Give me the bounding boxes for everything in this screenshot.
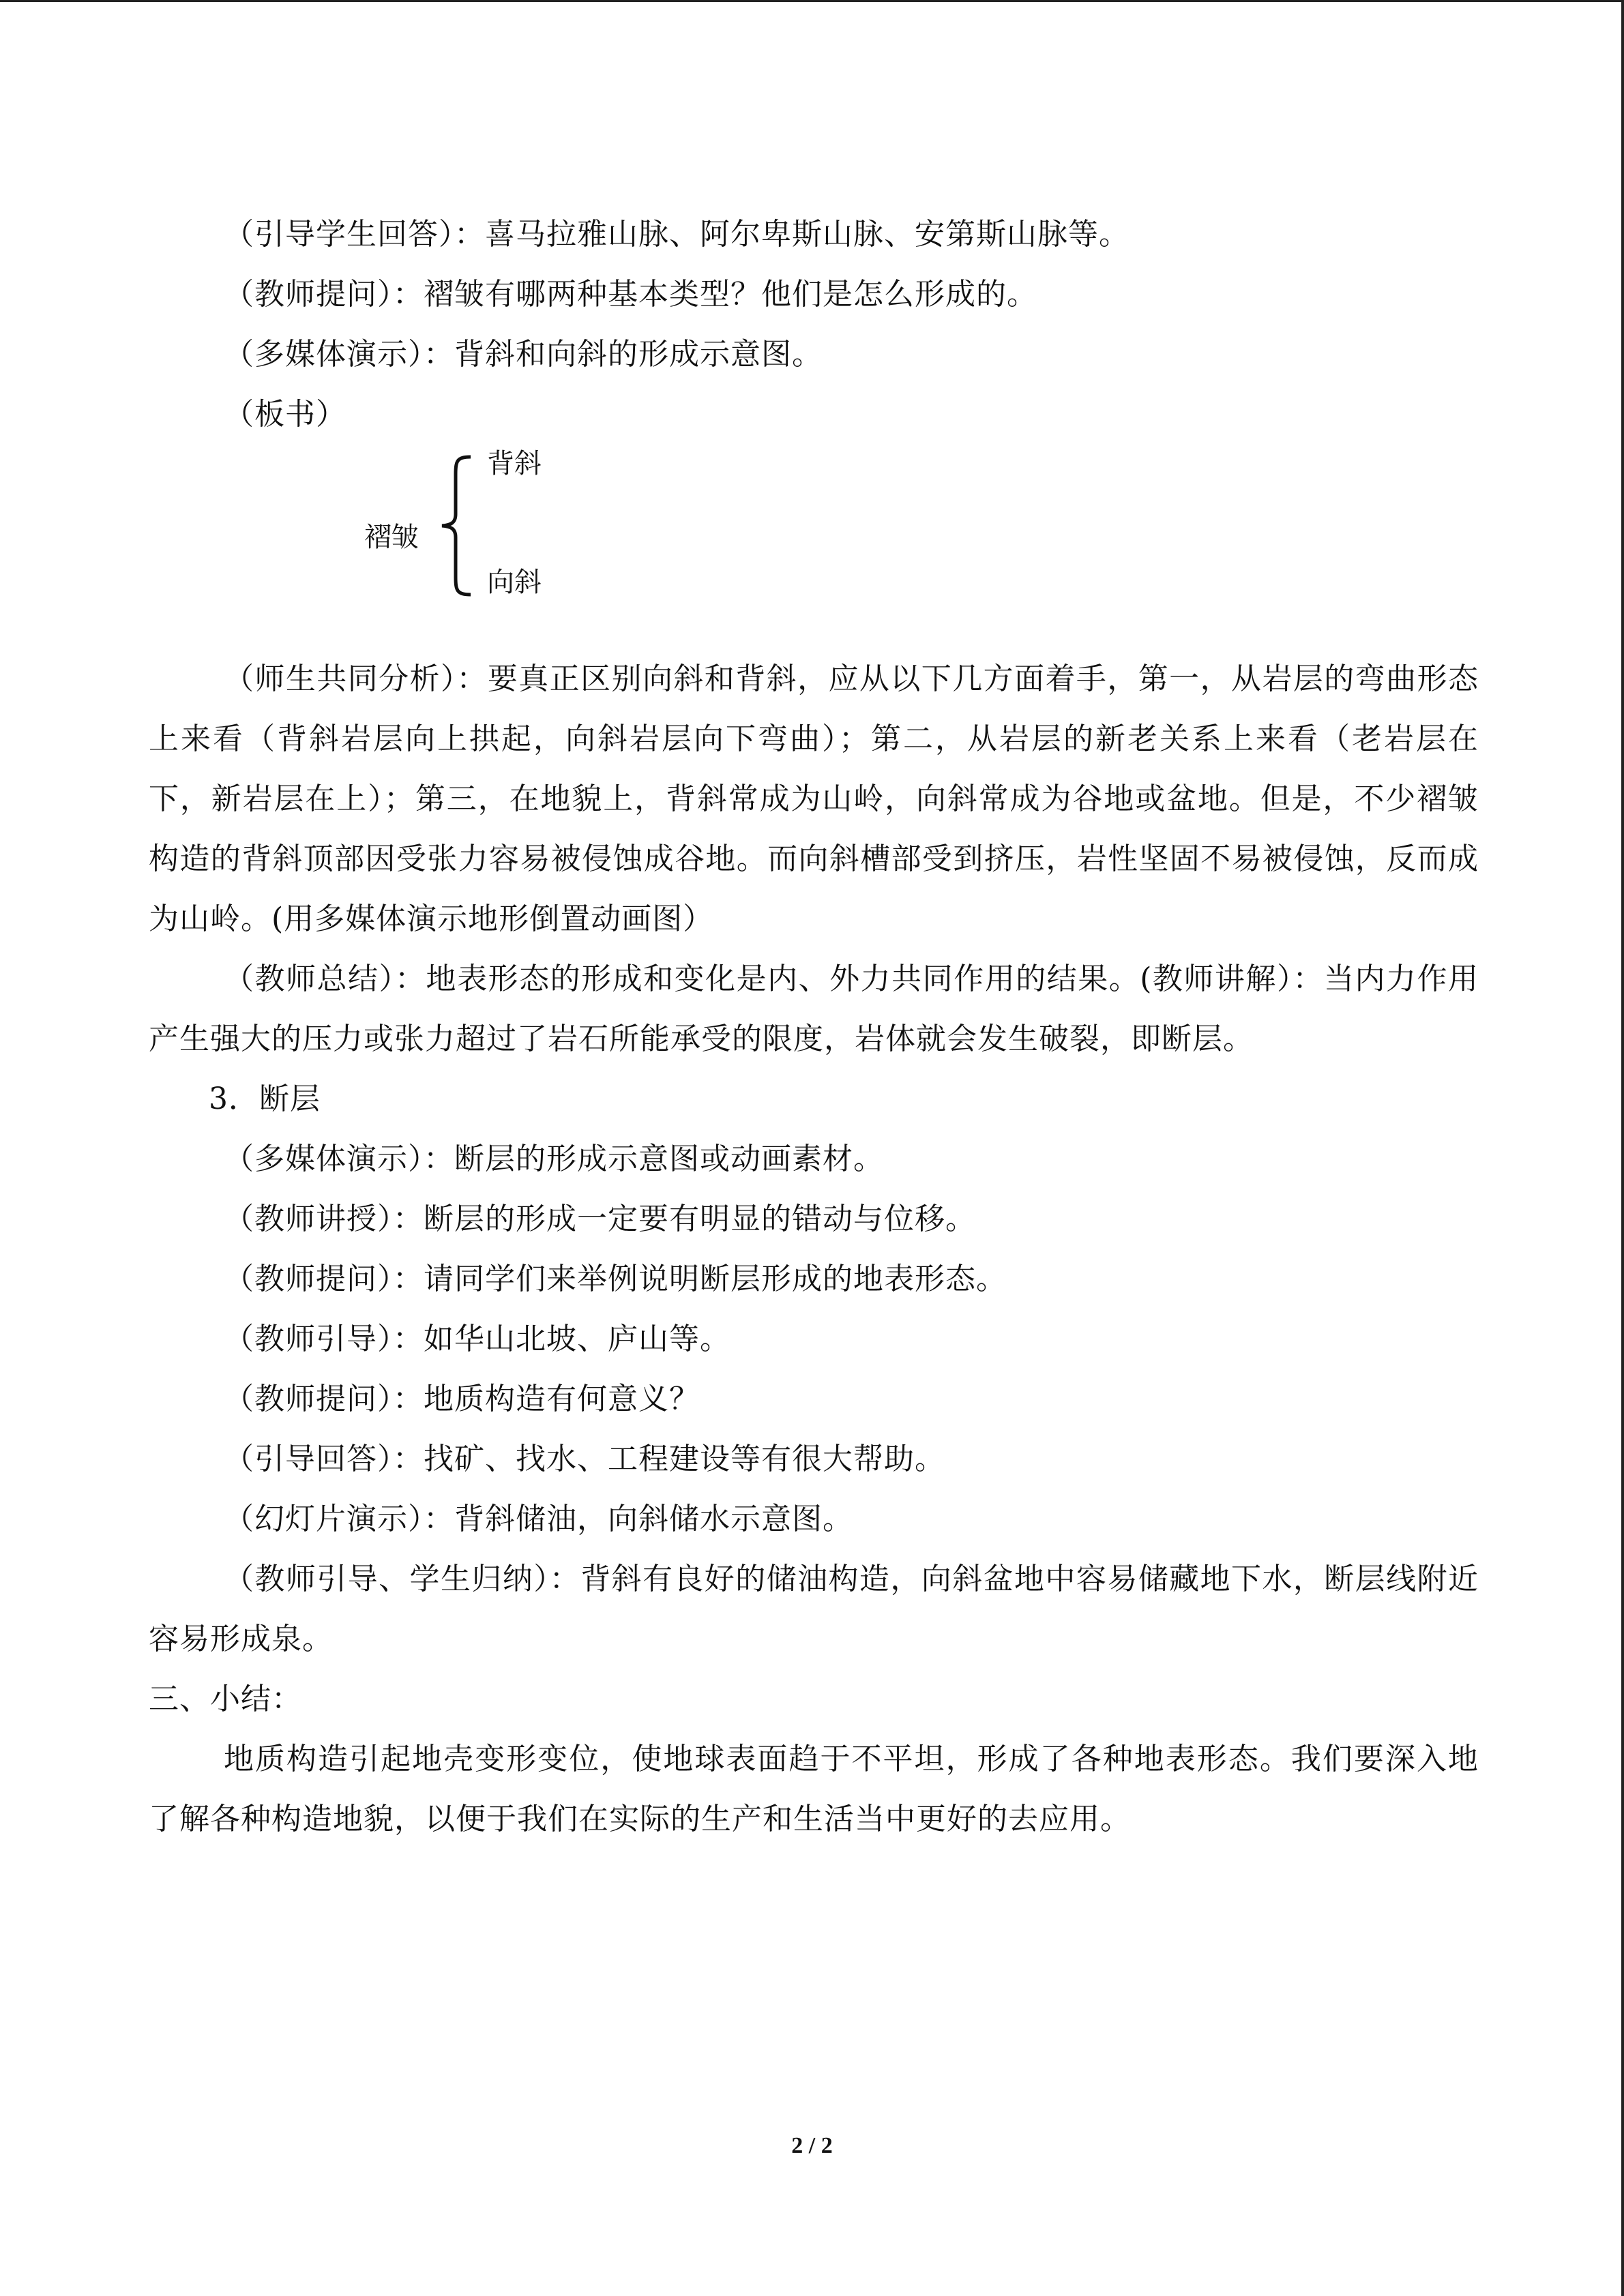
- page-top-border: [0, 0, 1624, 2]
- blackboard-diagram: [149, 445, 1479, 649]
- paragraph-final: 地质构造引起地壳变形变位，使地球表面趋于不平坦，形成了各种地表形态。我们要深入地了解各种构造地貌，以便于我们在实际的生产和生活当中更好的去应用。: [149, 1742, 1479, 1836]
- text-line: （教师提问）：褶皱有哪两种基本类型？他们是怎么形成的。: [224, 277, 1037, 312]
- text-line: （教师提问）：地质构造有何意义？: [224, 1382, 700, 1416]
- curly-brace-icon: [437, 454, 484, 597]
- page-right-border: [1621, 0, 1624, 2296]
- text-line: （幻灯片演示）：背斜储油，向斜储水示意图。: [224, 1502, 853, 1536]
- text-line: （引导学生回答）：喜马拉雅山脉、阿尔卑斯山脉、安第斯山脉等。: [224, 217, 1130, 252]
- text-line: （教师提问）：请同学们来举例说明断层形成的地表形态。: [224, 1262, 1007, 1296]
- document-body: [149, 205, 1479, 1849]
- page-number: 2 / 2: [791, 2133, 833, 2158]
- text-line: （教师引导）：如华山北坡、庐山等。: [224, 1322, 730, 1356]
- paragraph-summary-teacher: （教师总结）：地表形态的形成和变化是内、外力共同作用的结果。(教师讲解）：当内力作用产生强大的压力或张力超过了岩石所能承受的限度，岩体就会发生破裂，即断层。: [149, 961, 1479, 1056]
- board-item-anticline: 背斜: [487, 448, 542, 479]
- text-line: （多媒体演示）：背斜和向斜的形成示意图。: [224, 337, 823, 372]
- paragraph-analysis: （师生共同分析）：要真正区别向斜和背斜，应从以下几方面着手，第一，从岩层的弯曲形态上来看（背斜岩层向上拱起，向斜岩层向下弯曲）；第二，从岩层的新老关系上来看（老岩层在下，新岩层在上）；第三，在地貌上，背斜常成为山岭，向斜常成为谷地或盆地。但是，不少褶皱构造的背斜顶部因受张力容易被侵蚀成谷地。而向斜槽部受到挤压，岩性坚固不易被侵蚀，反而成为山岭。(用多媒体演示地形倒置动画图）: [149, 661, 1479, 936]
- text-line: （板书）: [224, 397, 346, 432]
- summary-heading: 三、小结：: [149, 1682, 302, 1716]
- paragraph-conclusion: （教师引导、学生归纳）：背斜有良好的储油构造，向斜盆地中容易储藏地下水，断层线附近容易形成泉。: [149, 1562, 1479, 1656]
- text-line: （多媒体演示）：断层的形成示意图或动画素材。: [224, 1142, 884, 1176]
- text-line: （教师讲授）：断层的形成一定要有明显的错动与位移。: [224, 1202, 976, 1236]
- board-item-syncline: 向斜: [487, 567, 542, 598]
- text-line: （引导回答）：找矿、找水、工程建设等有很大帮助。: [224, 1442, 945, 1476]
- section-heading-fault: 3．断层: [209, 1082, 321, 1116]
- board-label-fold: 褶皱: [364, 522, 419, 553]
